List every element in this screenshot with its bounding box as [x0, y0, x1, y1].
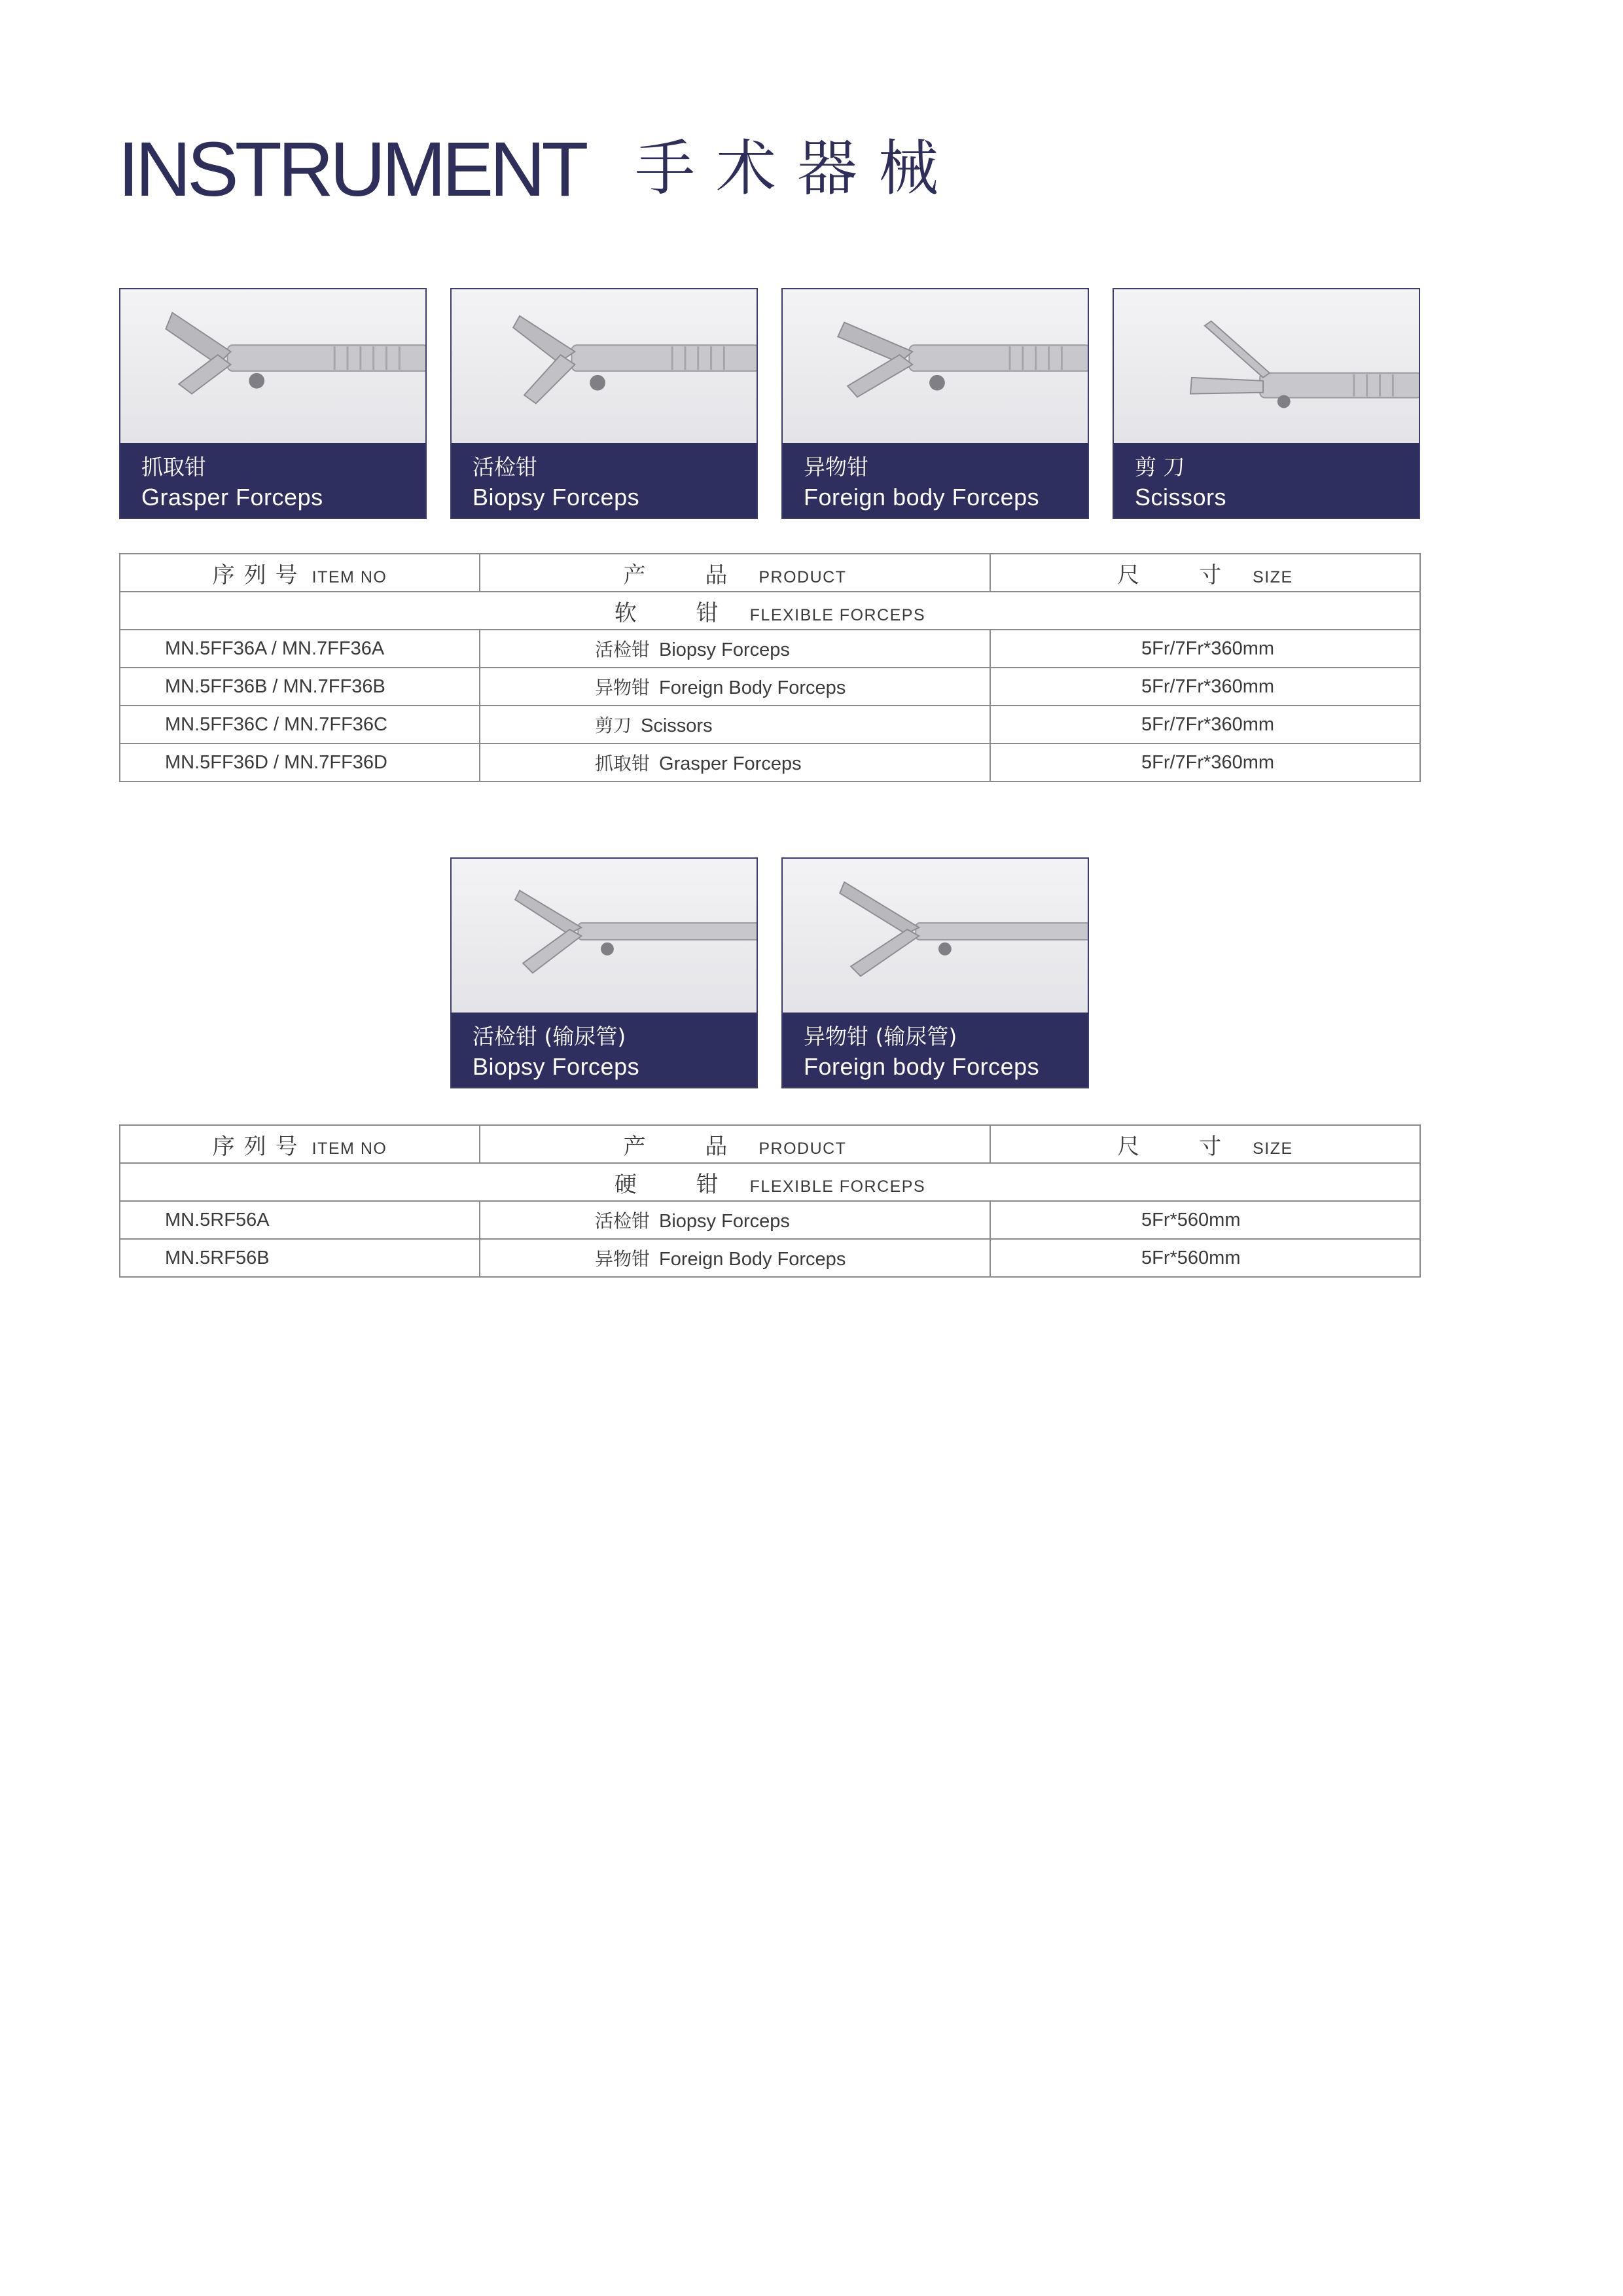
cell-product-cn: 剪刀	[595, 715, 632, 736]
section-cn: 硬 钳	[614, 1171, 745, 1198]
header-size	[990, 1125, 1420, 1163]
table-row	[120, 706, 1420, 744]
table-section-row	[120, 1163, 1420, 1201]
cell-size: 5Fr/7Fr*360mm	[990, 706, 1420, 744]
card-caption	[120, 443, 425, 519]
cell-product-en: Scissors	[641, 715, 713, 736]
cell-item-no: MN.5RF56B	[120, 1239, 480, 1277]
header-item-no	[120, 1125, 480, 1163]
card-caption	[783, 1013, 1088, 1088]
biopsy-forceps-ureteral-icon	[452, 859, 757, 1013]
cell-product	[480, 1239, 990, 1277]
table-header-row	[120, 554, 1420, 592]
section-en: FLEXIBLE FORCEPS	[749, 605, 926, 624]
cell-product-en: Grasper Forceps	[659, 753, 802, 774]
card-caption-cn: 活检钳	[473, 454, 537, 480]
card-caption-en: Foreign body Forceps	[804, 484, 1040, 511]
card-caption-en: Scissors	[1135, 484, 1227, 511]
cell-product-cn: 异物钳	[595, 1248, 651, 1270]
header-size-en: SIZE	[1253, 567, 1293, 586]
cell-size: 5Fr/7Fr*360mm	[990, 668, 1420, 706]
page-title-cn: 手术器械	[635, 134, 960, 204]
cell-size: 5Fr*560mm	[990, 1239, 1420, 1277]
card-caption-cn: 异物钳 (输尿管)	[804, 1024, 957, 1049]
header-item-cn: 序列号	[212, 1133, 307, 1160]
cell-product	[480, 668, 990, 706]
cell-item-no: MN.5FF36C / MN.7FF36C	[120, 706, 480, 744]
cell-product	[480, 744, 990, 781]
cell-product-cn: 活检钳	[595, 639, 651, 660]
header-item-en: ITEM NO	[312, 1139, 387, 1158]
product-card-biopsy-ureteral	[450, 857, 758, 1088]
header-size-cn: 尺 寸	[1117, 562, 1248, 588]
section-cn: 软 钳	[614, 600, 745, 626]
table-row	[120, 1239, 1420, 1277]
card-caption-cn: 异物钳	[804, 454, 868, 480]
foreign-body-forceps-icon	[783, 289, 1088, 443]
cell-size: 5Fr*560mm	[990, 1201, 1420, 1239]
cell-item-no: MN.5FF36A / MN.7FF36A	[120, 630, 480, 668]
cell-product	[480, 706, 990, 744]
header-size-cn: 尺 寸	[1117, 1133, 1248, 1160]
spec-table-rigid	[119, 1124, 1421, 1278]
cell-product-en: Biopsy Forceps	[659, 639, 790, 660]
cell-size: 5Fr/7Fr*360mm	[990, 630, 1420, 668]
section-label	[120, 1163, 1420, 1201]
table-row	[120, 744, 1420, 781]
cell-item-no: MN.5FF36B / MN.7FF36B	[120, 668, 480, 706]
card-caption-en: Biopsy Forceps	[473, 1053, 640, 1080]
cell-product-en: Foreign Body Forceps	[659, 1249, 846, 1270]
product-card-foreign-body	[781, 288, 1089, 519]
product-card-grasper	[119, 288, 427, 519]
card-caption-en: Biopsy Forceps	[473, 484, 640, 511]
header-product-en: PRODUCT	[758, 567, 847, 586]
scissors-icon	[1114, 289, 1419, 443]
header-item-cn: 序列号	[212, 562, 307, 588]
section-label	[120, 592, 1420, 630]
table-header-row	[120, 1125, 1420, 1163]
cell-product	[480, 630, 990, 668]
section-en: FLEXIBLE FORCEPS	[749, 1177, 926, 1196]
header-size	[990, 554, 1420, 592]
card-caption	[452, 1013, 757, 1088]
product-card-biopsy	[450, 288, 758, 519]
cell-product-en: Biopsy Forceps	[659, 1211, 790, 1232]
header-product-cn: 产 品	[623, 562, 754, 588]
cell-item-no: MN.5FF36D / MN.7FF36D	[120, 744, 480, 781]
header-product-en: PRODUCT	[758, 1139, 847, 1158]
card-caption-cn: 活检钳 (输尿管)	[473, 1024, 626, 1049]
header-item-en: ITEM NO	[312, 567, 387, 586]
table-row	[120, 1201, 1420, 1239]
cell-item-no: MN.5RF56A	[120, 1201, 480, 1239]
grasper-forceps-icon	[120, 289, 425, 443]
biopsy-forceps-icon	[452, 289, 757, 443]
product-card-scissors	[1113, 288, 1420, 519]
header-item-no	[120, 554, 480, 592]
header-size-en: SIZE	[1253, 1139, 1293, 1158]
spec-table-flexible	[119, 553, 1421, 782]
header-product	[480, 1125, 990, 1163]
card-caption	[1114, 443, 1419, 519]
table-row	[120, 630, 1420, 668]
table-row	[120, 668, 1420, 706]
product-card-foreign-body-ureteral	[781, 857, 1089, 1088]
cell-product	[480, 1201, 990, 1239]
card-caption	[452, 443, 757, 519]
card-caption-cn: 抓取钳	[141, 454, 206, 480]
cell-product-cn: 活检钳	[595, 1210, 651, 1232]
card-caption	[783, 443, 1088, 519]
header-product	[480, 554, 990, 592]
card-caption-en: Foreign body Forceps	[804, 1053, 1040, 1080]
cell-product-cn: 异物钳	[595, 677, 651, 698]
foreign-body-forceps-ureteral-icon	[783, 859, 1088, 1013]
card-caption-en: Grasper Forceps	[141, 484, 323, 511]
cell-product-cn: 抓取钳	[595, 753, 651, 774]
page-title: INSTRUMENT	[118, 126, 585, 213]
cell-product-en: Foreign Body Forceps	[659, 677, 846, 698]
cell-size: 5Fr/7Fr*360mm	[990, 744, 1420, 781]
header-product-cn: 产 品	[623, 1133, 754, 1160]
card-caption-cn: 剪 刀	[1135, 454, 1185, 480]
table-section-row	[120, 592, 1420, 630]
